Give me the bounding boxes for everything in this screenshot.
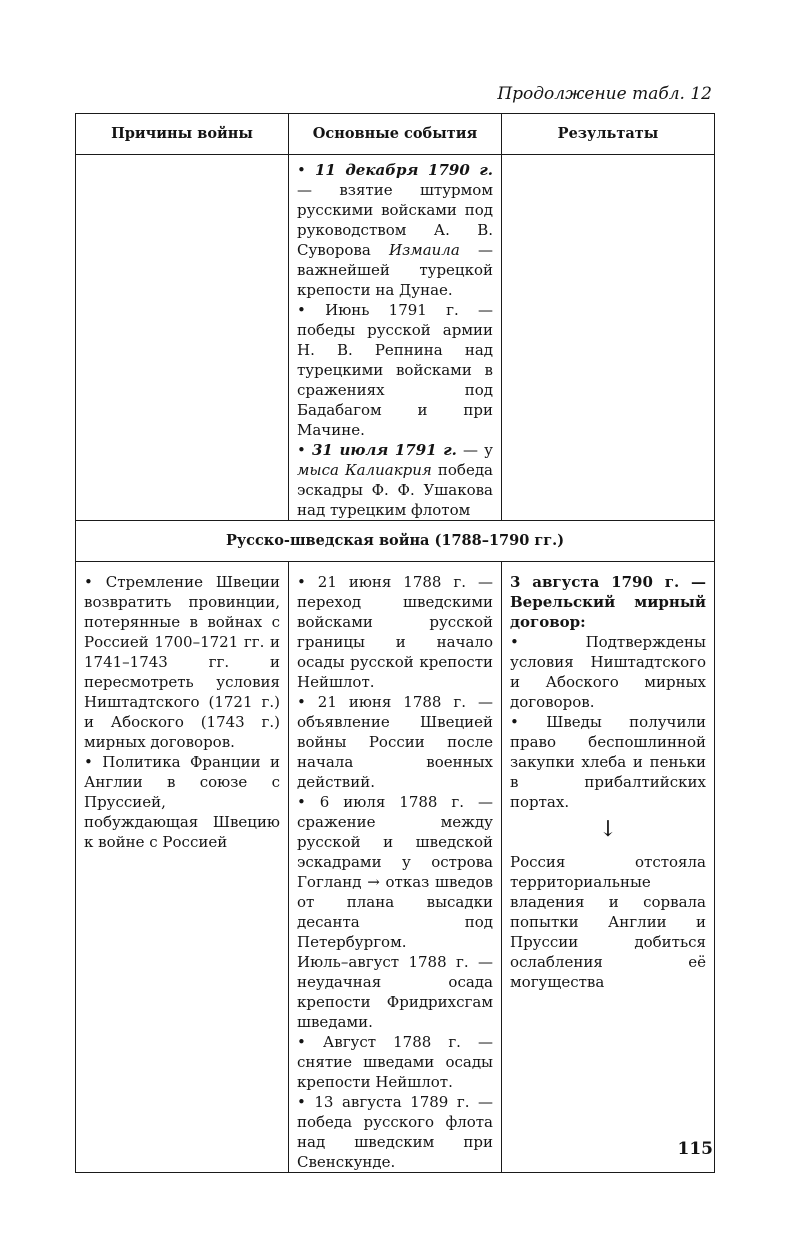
header-events: Основные события — [289, 114, 502, 155]
swedish-war-title: Русско-шведская война (1788–1790 гг.) — [76, 521, 715, 562]
turkish-causes-cell — [76, 155, 289, 521]
event-izmail-date: 11 декабря 1790 г. — [314, 161, 493, 179]
header-row — [76, 114, 715, 155]
event-kaliakria-date: 31 июля 1791 г. — [311, 441, 457, 459]
header-causes: Причины войны — [76, 114, 289, 155]
event-izmail: • 11 декабря 1790 г. — взятие штурмом русскими войсками под руководством А. В. Суворова Измаила — важнейшей турецкой крепости на Дунае. — [297, 161, 493, 299]
result-conclusion: Россия отстояла территориальные владения и сорвала попытки Англии и Пруссии добиться ослабления её могущества — [510, 853, 706, 991]
page-number: 115 — [677, 1139, 713, 1159]
header-results: Результаты — [502, 114, 715, 155]
swedish-war-row — [76, 562, 715, 1173]
swedish-results-cell — [502, 562, 715, 1173]
history-table — [75, 113, 715, 1173]
event-izmail-text-a: — взятие штурмом русскими войсками под руководством А. В. Суворова — [297, 181, 493, 259]
event-kaliakria-place: мыса Калиакрия — [297, 461, 432, 479]
treaty-title: 3 августа 1790 г. — Верельский мирный договор: — [510, 573, 706, 631]
event-kaliakria-text-a: — у — [456, 441, 493, 459]
turkish-events-cell — [289, 155, 502, 521]
turkish-war-continuation-row — [76, 155, 715, 521]
table-caption: Продолжение табл. 12 — [497, 84, 712, 104]
event-item: Июль–август 1788 г. — неудачная осада крепости Фридрихсгам шведами. — [297, 953, 493, 1031]
turkish-results-cell — [502, 155, 715, 521]
event-item: • 21 июня 1788 г. — объявление Швецией войны России после начала военных действий. — [297, 693, 493, 791]
swedish-events-cell — [289, 562, 502, 1173]
event-item: • 13 августа 1789 г. — победа русского флота над шведским при Свенскунде. — [297, 1093, 493, 1171]
event-kaliakria: • 31 июля 1791 г. — у мыса Калиакрия победа эскадры Ф. Ф. Ушакова над турецким флотом — [297, 441, 493, 519]
result-item: • Подтверждены условия Ништадтского и Абоского мирных договоров. — [510, 633, 706, 711]
event-izmail-text-b: — важнейшей турецкой крепости на Дунае. — [297, 241, 493, 299]
swedish-causes-cell — [76, 562, 289, 1173]
section-row — [76, 521, 715, 562]
event-item: • 6 июля 1788 г. — сражение между русской и шведской эскадрами у острова Гогланд → отказ шведов от плана высадки десанта под Петербургом. — [297, 793, 493, 951]
event-item: • Август 1788 г. — снятие шведами осады крепости Нейшлот. — [297, 1033, 493, 1091]
down-arrow-icon: ↓ — [598, 817, 618, 842]
result-item: • Шведы получили право беспошлинной закупки хлеба и пеньки в прибалтийских портах. — [510, 713, 706, 811]
event-item: • 21 июня 1788 г. — переход шведскими войсками русской границы и начало осады русской крепости Нейшлот. — [297, 573, 493, 691]
event-repnin: • Июнь 1791 г. — победы русской армии Н. В. Репнина над турецкими войсками в сражениях под Бадабагом и при Мачине. — [297, 301, 493, 439]
cause-item: • Политика Франции и Англии в союзе с Пруссией, побуждающая Швецию к войне с Россией — [84, 753, 280, 851]
event-izmail-fortress: Измаила — [389, 241, 460, 259]
cause-item: • Стремление Швеции возвратить провинции, потерянные в войнах с Россией 1700–1721 гг. и 1741–1743 гг. и пересмотреть условия Ништадтского (1721 г.) и Абоского (1743 г.) мирных договоров. — [84, 573, 280, 751]
event-kaliakria-text-b: победа эскадры Ф. Ф. Ушакова над турецким флотом — [297, 461, 493, 519]
